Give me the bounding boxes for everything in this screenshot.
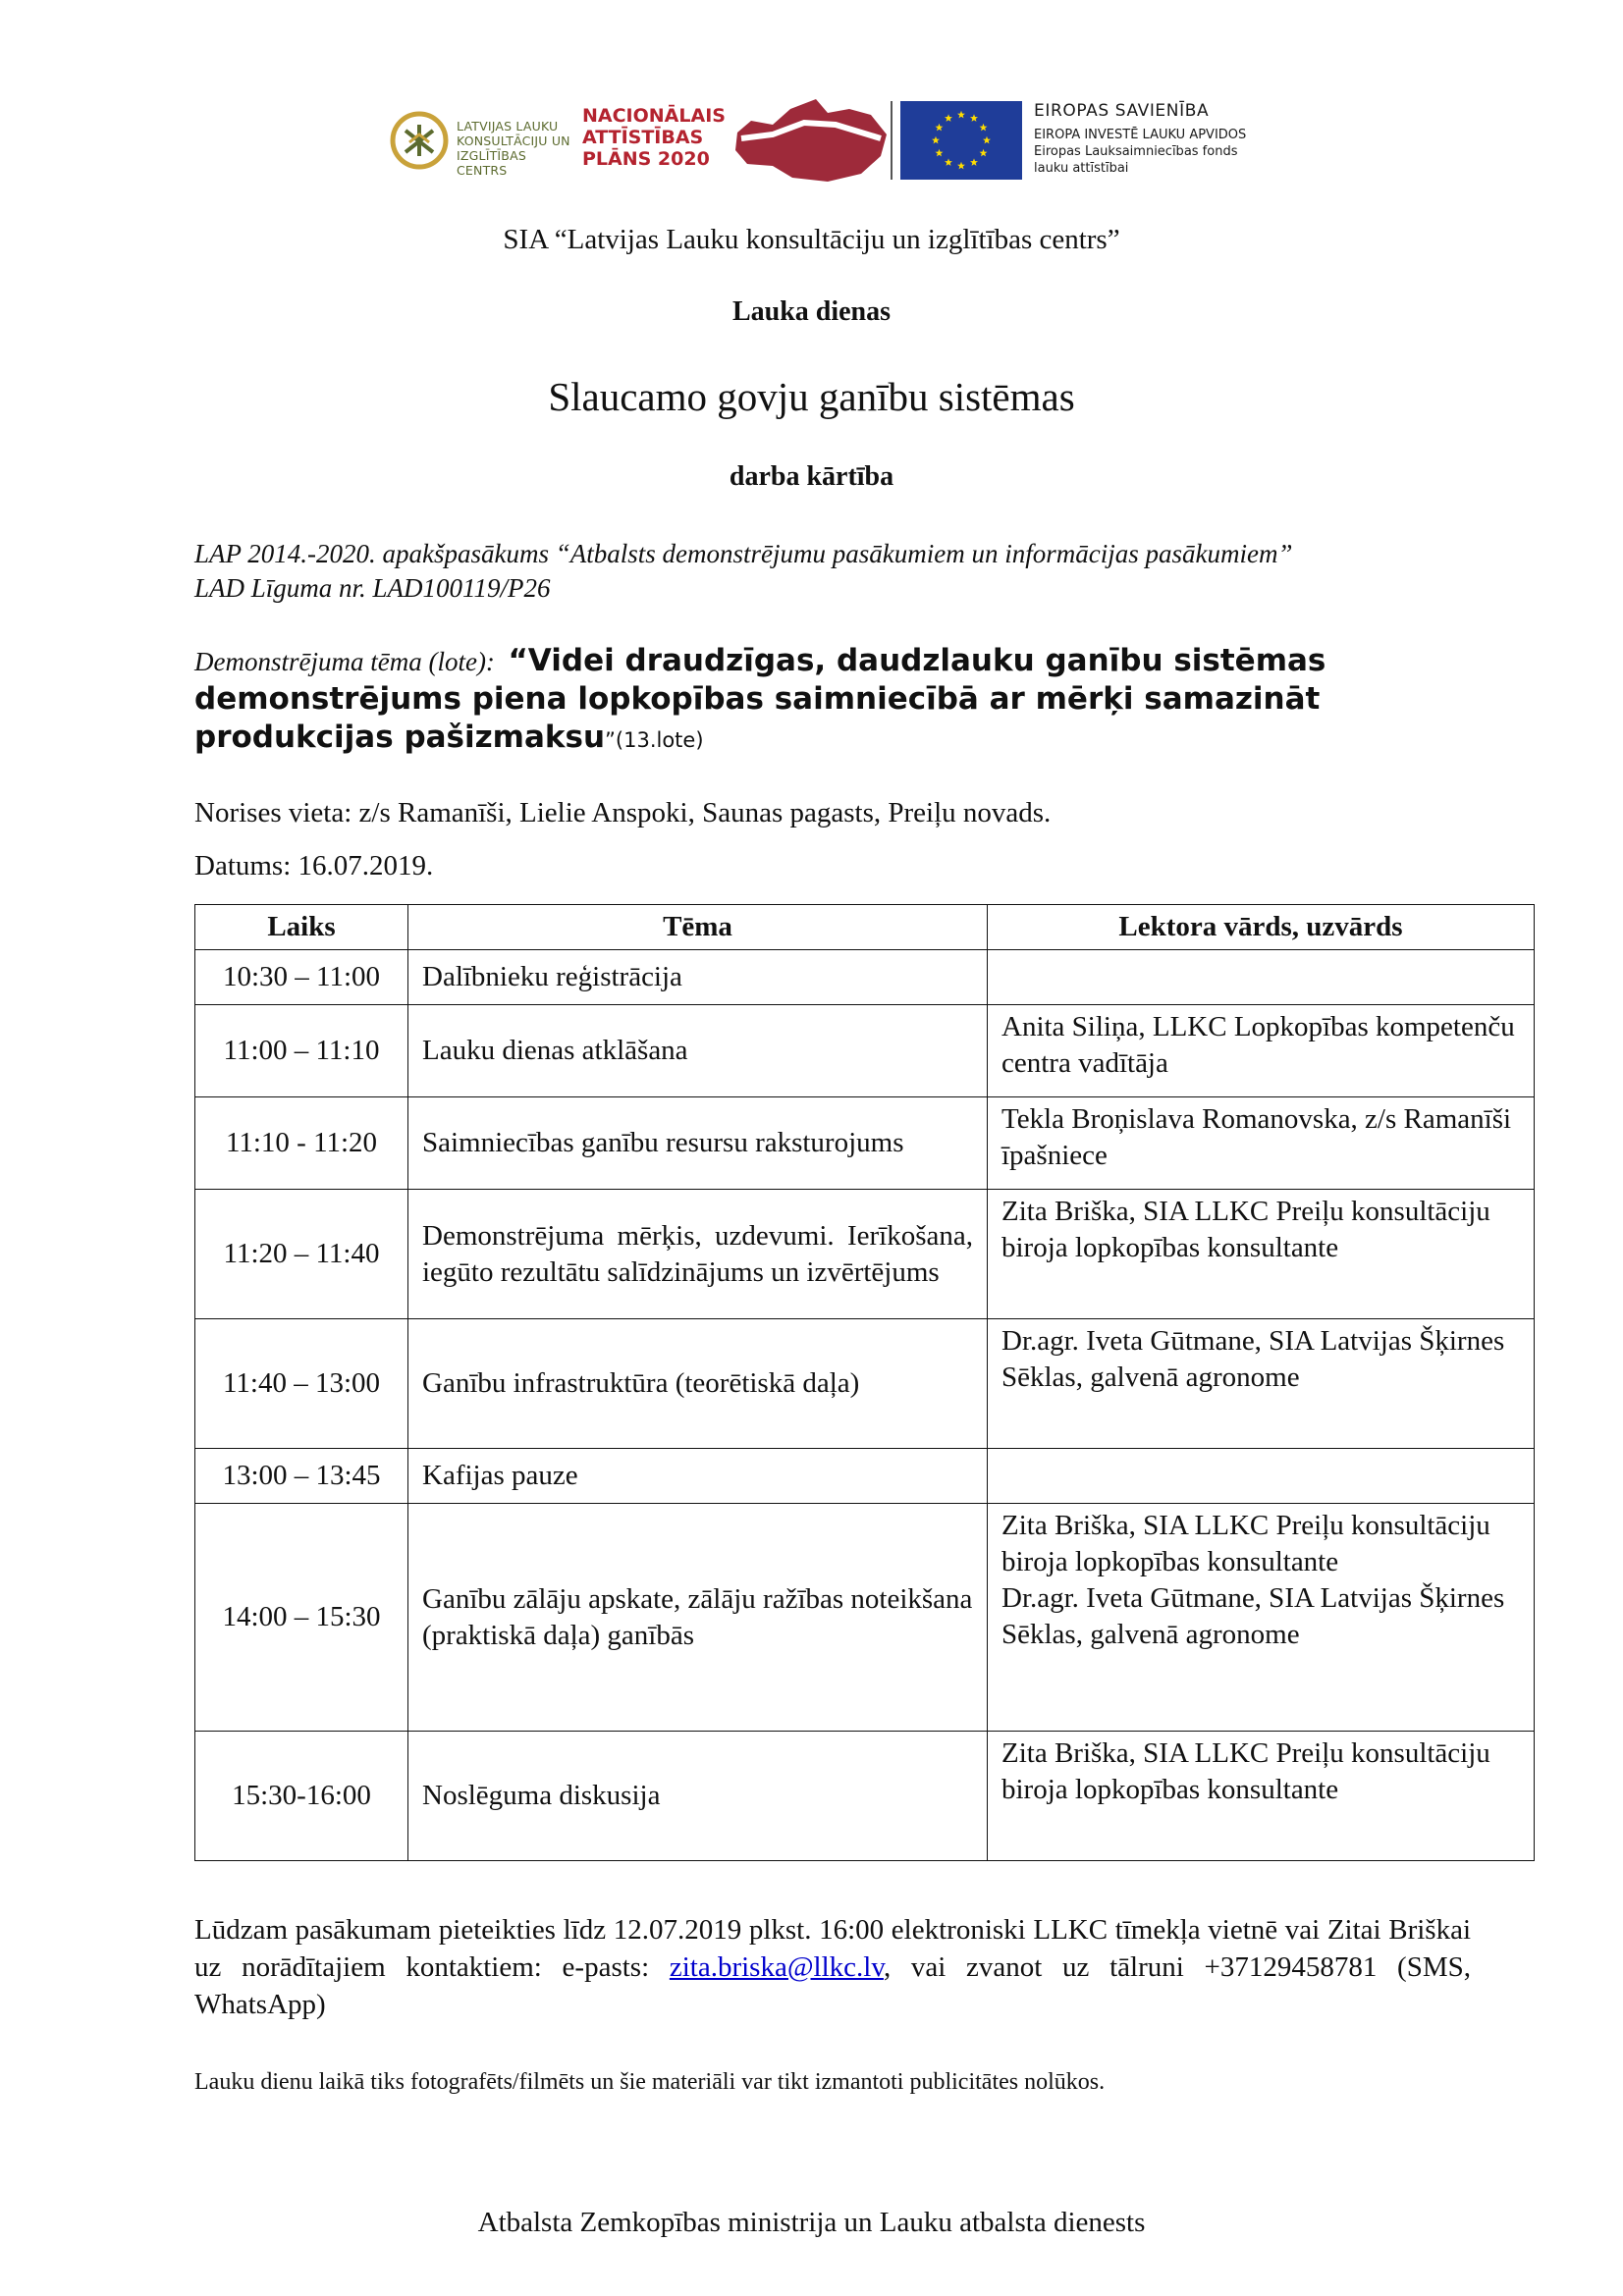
demonstration-theme — [194, 642, 1471, 759]
row-topic: Dalībnieku reģistrācija — [408, 950, 988, 1005]
row-lector: Zita Briška, SIA LLKC Preiļu konsultāciju biroja lopkopības konsultante — [988, 1732, 1535, 1861]
theme-text: “Videi draudzīgas, daudzlauku ganību sistēmas demonstrējums piena lopkopības saimniecībā ar mērķi samazināt produkcijas pašizmaksu — [194, 643, 1326, 755]
event-date: Datums: 16.07.2019. — [194, 850, 434, 881]
email-link[interactable]: zita.briska@llkc.lv — [669, 1951, 884, 1983]
table-row — [195, 1449, 1535, 1504]
row-lector — [988, 1449, 1535, 1504]
logo-bar — [388, 93, 1291, 191]
table-row — [195, 1190, 1535, 1319]
registration-text: Lūdzam pasākumam pieteikties līdz 12.07.2019 plkst. 16:00 elektroniski LLKC tīmekļa vietnē vai Zitai Briškai uz norādītajiem kontaktiem: e-pasts: — [194, 1914, 1471, 1983]
row-time: 10:30 – 11:00 — [195, 950, 408, 1005]
contract-line: LAD Līguma nr. LAD100119/P26 — [194, 573, 551, 603]
row-time: 11:20 – 11:40 — [195, 1190, 408, 1319]
photo-notice: Lauku dienu laikā tiks fotografēts/filmēts un šie materiāli var tikt izmantoti publicitātes nolūkos. — [194, 2069, 1106, 2095]
eu-logo-text — [1034, 101, 1246, 177]
row-time: 14:00 – 15:30 — [195, 1504, 408, 1732]
column-header-topic: Tēma — [408, 905, 988, 950]
latvia-map-icon — [733, 95, 891, 186]
row-lector: Tekla Broņislava Romanovska, z/s Ramanīši īpašniece — [988, 1097, 1535, 1190]
row-lector: Anita Siliņa, LLKC Lopkopības kompetenču centra vadītāja — [988, 1005, 1535, 1097]
row-topic: Saimniecības ganību resursu raksturojums — [408, 1097, 988, 1190]
row-lector — [988, 950, 1535, 1005]
logo-divider — [891, 101, 893, 180]
table-row — [195, 950, 1535, 1005]
row-time: 11:00 – 11:10 — [195, 1005, 408, 1097]
lector-entry: Dr.agr. Iveta Gūtmane, SIA Latvijas Šķirnes Sēklas, galvenā agronome — [1001, 1582, 1505, 1650]
lector-entry: Zita Briška, SIA LLKC Preiļu konsultāciju biroja lopkopības konsultante — [1001, 1510, 1490, 1577]
llkc-line: LATVIJAS LAUKU — [457, 119, 559, 133]
program-info — [194, 537, 1471, 606]
table-header-row — [195, 905, 1535, 950]
agenda-table — [194, 904, 1535, 1861]
venue: Norises vieta: z/s Ramanīši, Lielie Anspoki, Saunas pagasts, Preiļu novads. — [194, 797, 1052, 828]
eu-title: EIROPAS SAVIENĪBA — [1034, 101, 1210, 121]
llkc-line: KONSULTĀCIJU UN — [457, 133, 570, 148]
table-row — [195, 1319, 1535, 1449]
nap-line: NACIONĀLAIS — [582, 105, 726, 127]
nap-line: PLĀNS 2020 — [582, 148, 710, 170]
llkc-emblem-icon — [388, 109, 451, 172]
row-topic: Ganību infrastruktūra (teorētiskā daļa) — [408, 1319, 988, 1449]
column-header-lector: Lektora vārds, uzvārds — [988, 905, 1535, 950]
page-title: Slaucamo govju ganību sistēmas — [548, 374, 1075, 419]
registration-info — [194, 1911, 1471, 2023]
row-time: 11:10 - 11:20 — [195, 1097, 408, 1190]
row-topic: Noslēguma diskusija — [408, 1732, 988, 1861]
row-time: 11:40 – 13:00 — [195, 1319, 408, 1449]
row-time: 15:30-16:00 — [195, 1732, 408, 1861]
row-topic: Ganību zālāju apskate, zālāju ražības noteikšana (praktiskā daļa) ganībās — [408, 1504, 988, 1732]
eu-line: EIROPA INVESTĒ LAUKU APVIDOS — [1034, 128, 1247, 142]
nap-line: ATTĪSTĪBAS — [582, 127, 704, 148]
table-row — [195, 1097, 1535, 1190]
row-time: 13:00 – 13:45 — [195, 1449, 408, 1504]
row-topic: Kafijas pauze — [408, 1449, 988, 1504]
llkc-line: IZGLĪTĪBAS CENTRS — [457, 148, 526, 178]
program-line: LAP 2014.-2020. apakšpasākums “Atbalsts demonstrējumu pasākumiem un informācijas pasākumiem” — [194, 539, 1293, 568]
registration-text-end: , vai zvanot uz tālruni +37129458781 (SMS, WhatsApp) — [194, 1951, 1471, 2020]
row-lector — [988, 1504, 1535, 1732]
footer-support: Atbalsta Zemkopības ministrija un Lauku atbalsta dienests — [477, 2207, 1146, 2238]
eu-line: lauku attīstībai — [1034, 161, 1129, 176]
row-lector: Zita Briška, SIA LLKC Preiļu konsultāciju biroja lopkopības konsultante — [988, 1190, 1535, 1319]
table-row — [195, 1504, 1535, 1732]
nap-logo — [582, 105, 726, 170]
organization-name: SIA “Latvijas Lauku konsultāciju un izglītības centrs” — [503, 224, 1120, 255]
llkc-logo — [388, 109, 574, 178]
eu-line: Eiropas Lauksaimniecības fonds — [1034, 144, 1238, 159]
eu-flag-icon — [900, 101, 1022, 180]
row-topic: Demonstrējuma mērķis, uzdevumi. Ierīkošana, iegūto rezultātu salīdzinājums un izvērtējums — [408, 1190, 988, 1319]
row-topic: Lauku dienas atklāšana — [408, 1005, 988, 1097]
agenda-label: darba kārtība — [729, 461, 894, 492]
theme-suffix: ”(13.lote) — [605, 728, 704, 752]
theme-label: Demonstrējuma tēma (lote): — [194, 647, 495, 676]
row-lector: Dr.agr. Iveta Gūtmane, SIA Latvijas Šķirnes Sēklas, galvenā agronome — [988, 1319, 1535, 1449]
table-row — [195, 1005, 1535, 1097]
column-header-time: Laiks — [195, 905, 408, 950]
table-row — [195, 1732, 1535, 1861]
event-type: Lauka dienas — [731, 296, 892, 327]
